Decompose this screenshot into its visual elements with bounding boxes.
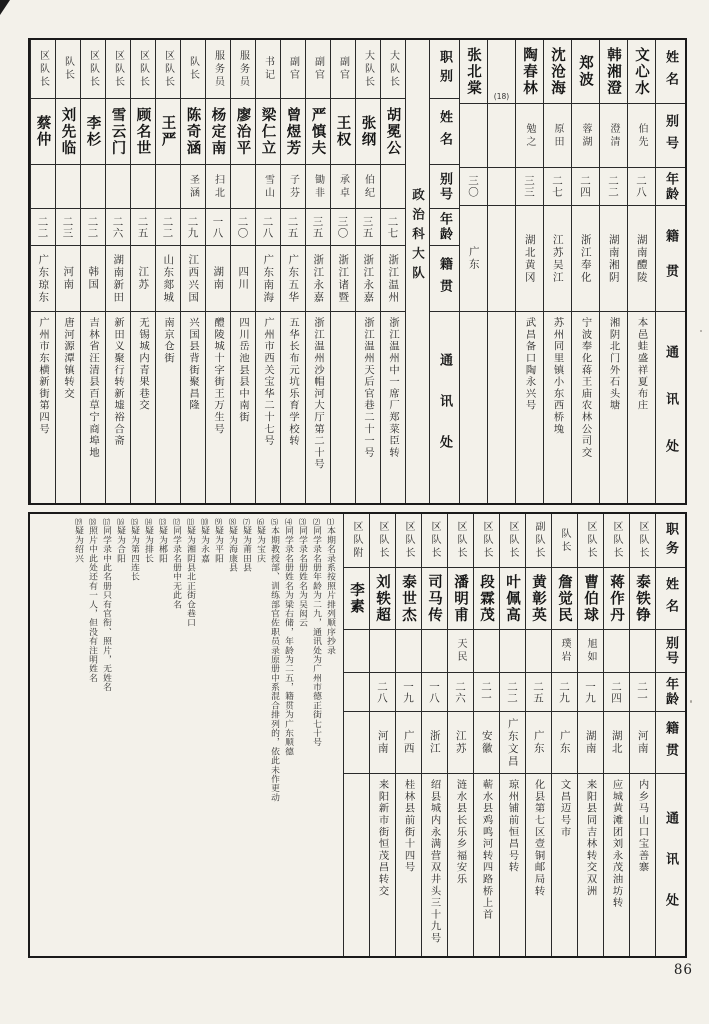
age-cell: 二五 <box>281 209 305 246</box>
name-cell: 王权 <box>331 99 355 165</box>
address-cell: 来阳县同吉林转交双洲 <box>584 779 597 897</box>
alias-cell <box>31 165 55 209</box>
origin-cell: 浙江永嘉 <box>356 246 380 312</box>
note-item: ⒄同学录中此名册只有官衔、照片，无姓名 <box>101 518 111 692</box>
address-cell <box>344 774 369 956</box>
rank-cell: 副官 <box>331 40 355 99</box>
name-cell: 廖治平 <box>231 99 255 165</box>
origin-cell: 广东琼东 <box>31 246 55 312</box>
name-cell: 严慎夫 <box>306 99 330 165</box>
name-cell: 潘明甫 <box>448 568 473 630</box>
address-cell: 广州市西关宝华二十七号 <box>262 317 275 447</box>
note-item: ⒅照片中此处还有一人，但没有注明姓名 <box>87 518 97 683</box>
age-cell: 一八 <box>206 209 230 246</box>
origin-cell: 湖南 <box>206 246 230 312</box>
age-cell: 二九 <box>552 673 577 712</box>
alias-cell <box>344 630 369 673</box>
alias-cell: 原田 <box>544 104 571 168</box>
origin-cell: 浙江永嘉 <box>306 246 330 312</box>
rank-cell: 区队长 <box>448 514 473 568</box>
rank-cell: 服务员 <box>206 40 230 99</box>
name-cell: 张纲 <box>356 99 380 165</box>
note-item: ⑽疑为永嘉 <box>199 518 209 563</box>
name-cell: 李素 <box>344 568 369 630</box>
header-alias: 别号 <box>656 630 685 673</box>
origin-cell: 江苏 <box>448 712 473 774</box>
rank-cell: 区队长 <box>370 514 395 568</box>
name-cell: 韩湘澄 <box>600 40 627 104</box>
note-item: ⑼疑为平阳 <box>213 518 223 563</box>
origin-cell: 山东郯城 <box>156 246 180 312</box>
address-cell: 浙江温州天后官巷二十一号 <box>362 317 375 459</box>
name-cell: 梁仁立 <box>256 99 280 165</box>
header-origin: 籍贯 <box>656 206 685 312</box>
roster-column <box>305 40 330 503</box>
age-cell: 三〇 <box>460 168 487 206</box>
rank-cell: 区队长 <box>31 40 55 99</box>
origin-cell: 广东五华 <box>281 246 305 312</box>
roster-column <box>603 514 629 956</box>
note-item: ⑶同学录名册姓名为吴闳云 <box>297 518 307 628</box>
roster-column <box>180 40 205 503</box>
origin-cell: 广西 <box>396 712 421 774</box>
alias-cell: 锄非 <box>306 165 330 209</box>
age-cell: 二一 <box>474 673 499 712</box>
header-origin: 籍贯 <box>656 712 685 774</box>
header-name: 姓名 <box>656 40 685 104</box>
roster-column <box>105 40 130 503</box>
rank-cell: 区队长 <box>578 514 603 568</box>
name-cell: 杨定南 <box>206 99 230 165</box>
alias-cell: 扫北 <box>206 165 230 209</box>
roster-column <box>343 514 369 956</box>
rank-cell: 区队长 <box>604 514 629 568</box>
alias-cell: 圣涵 <box>181 165 205 209</box>
header-name: 姓名 <box>430 99 459 165</box>
roster-column <box>577 514 603 956</box>
name-cell: 陈奇涵 <box>181 99 205 165</box>
name-cell: 泰铁铮 <box>630 568 655 630</box>
note-item: ⑷同学录名册姓名为梁右储，年龄为二五，籍贯为广东顺德 <box>283 518 293 756</box>
age-cell: 三五 <box>306 209 330 246</box>
age-cell: 二二 <box>31 209 55 246</box>
alias-cell <box>396 630 421 673</box>
roster-column <box>205 40 230 503</box>
note-item: ⑺疑为莆田县 <box>241 518 251 572</box>
age-cell <box>344 673 369 712</box>
note-item: ⑾疑为湘阴县北正街仓巷口 <box>185 518 195 628</box>
origin-cell: 四川 <box>231 246 255 312</box>
age-cell: 一九 <box>578 673 603 712</box>
address-cell: 蕲水县鸡鸣河转四路桥上首 <box>480 779 493 921</box>
rank-cell: 区队长 <box>630 514 655 568</box>
age-cell: 一九 <box>396 673 421 712</box>
rank-cell: 书记 <box>256 40 280 99</box>
origin-cell: 湖南湘阴 <box>600 206 627 312</box>
rank-cell: 服务员 <box>231 40 255 99</box>
roster-column <box>30 40 55 503</box>
note-item: ⑿同学录名册中无此名 <box>171 518 181 609</box>
note-item: ⒂疑为第四连长 <box>129 518 139 582</box>
name-cell: 刘先临 <box>56 99 80 165</box>
address-cell: 化县第七区壹铜邮局转 <box>532 779 545 897</box>
header-age: 年龄 <box>430 209 459 246</box>
roster-column <box>380 40 405 503</box>
note-item: ⑸本期教授部、训练部官佐职员录原册中系混合排列的，依此未作更动 <box>269 518 279 802</box>
roster-column <box>80 40 105 503</box>
roster-column <box>355 40 380 503</box>
age-cell: 二四 <box>604 673 629 712</box>
rank-cell: 区队长 <box>474 514 499 568</box>
alias-cell: 子芬 <box>281 165 305 209</box>
notes-flow <box>32 518 337 952</box>
alias-cell <box>81 165 105 209</box>
origin-cell: 江苏吴江 <box>544 206 571 312</box>
note-item: ⒆疑为绍兴 <box>73 518 83 563</box>
age-cell: 二七 <box>381 209 405 246</box>
age-cell <box>488 168 515 206</box>
note-item: ⑻疑为海康县 <box>227 518 237 572</box>
address-cell: 桂林县前街十四号 <box>402 779 415 874</box>
age-cell: 二八 <box>256 209 280 246</box>
alias-cell: 蓉湖 <box>572 104 599 168</box>
rank-cell: 大队长 <box>381 40 405 99</box>
note-item: ⒁疑为排长 <box>143 518 153 563</box>
alias-cell <box>370 630 395 673</box>
address-cell: 无锡城内青果巷交 <box>137 317 150 412</box>
note-item: ⒀疑为郴阳 <box>157 518 167 563</box>
address-cell: 广州市东横新街第四号 <box>37 317 50 435</box>
roster-column <box>499 514 525 956</box>
age-cell: 二三 <box>56 209 80 246</box>
header-address: 通讯处 <box>663 345 678 486</box>
note-item: ⑹疑为宝庆 <box>255 518 265 563</box>
note-item: ⑴本期名录系按照片排列顺序抄录 <box>325 518 335 655</box>
name-cell: 蔡仲 <box>31 99 55 165</box>
roster-column <box>330 40 355 503</box>
rank-cell: 队长 <box>552 514 577 568</box>
name-cell: 曾煜芳 <box>281 99 305 165</box>
address-cell: 武昌备口陶永兴号 <box>523 317 536 412</box>
name-cell: 王严 <box>156 99 180 165</box>
header-address: 通讯处 <box>437 353 452 476</box>
alias-cell <box>604 630 629 673</box>
origin-cell: 广东 <box>526 712 551 774</box>
header-origin: 籍贯 <box>430 246 459 312</box>
rank-cell: 大队长 <box>356 40 380 99</box>
roster-column <box>525 514 551 956</box>
address-cell: 湘阴北门外石头塘 <box>607 317 620 412</box>
name-cell: 张北棠 <box>460 40 487 104</box>
roster-column <box>543 40 571 503</box>
address-cell: 苏州同里镇小东西桥堍 <box>551 317 564 435</box>
top-right-header-column <box>655 40 685 503</box>
roster-column <box>130 40 155 503</box>
roster-column <box>599 40 627 503</box>
origin-cell: 湖北 <box>604 712 629 774</box>
origin-cell: 浙江诸暨 <box>331 246 355 312</box>
age-cell: 二二 <box>500 673 525 712</box>
address-cell: 五华长布元坑乐育学校转 <box>287 317 300 447</box>
paper-speck <box>700 330 702 332</box>
origin-cell: 韩国 <box>81 246 105 312</box>
address-cell: 文昌迈号市 <box>558 779 571 838</box>
bottom-roster-table <box>28 512 687 958</box>
header-age: 年龄 <box>656 673 685 712</box>
header-duty: 职务 <box>656 514 685 568</box>
bottom-header-column <box>655 514 685 956</box>
origin-cell <box>344 712 369 774</box>
rank-cell: 区队长 <box>422 514 447 568</box>
origin-cell: 河南 <box>370 712 395 774</box>
note-item: ⑵同学录名册年龄为二九，通讯处为广州市德正街七十号 <box>311 518 321 747</box>
name-cell: 胡冕公 <box>381 99 405 165</box>
name-cell: 黄彰英 <box>526 568 551 630</box>
address-cell: 来阳新市街恒茂昌转交 <box>376 779 389 897</box>
origin-cell: 广东 <box>552 712 577 774</box>
address-cell: 涟水县长乐乡福安乐 <box>454 779 467 886</box>
note-item: ⒃疑为合阳 <box>115 518 125 563</box>
alias-cell <box>56 165 80 209</box>
paper-speck <box>690 700 692 703</box>
alias-cell <box>131 165 155 209</box>
address-cell: 内乡马山口宝善寨 <box>636 779 649 874</box>
alias-cell <box>630 630 655 673</box>
rank-cell: 区队长 <box>131 40 155 99</box>
origin-cell: 江苏 <box>131 246 155 312</box>
roster-column <box>551 514 577 956</box>
alias-cell: 雪山 <box>256 165 280 209</box>
header-alias: 别号 <box>430 165 459 209</box>
alias-cell <box>500 630 525 673</box>
roster-column <box>447 514 473 956</box>
origin-cell: 浙江温州 <box>381 246 405 312</box>
roster-column <box>515 40 543 503</box>
section-label-column <box>405 40 429 503</box>
origin-cell: 广东文昌 <box>500 712 525 774</box>
roster-column <box>487 40 515 503</box>
address-cell: 绍县城内永满营双井头三十九号 <box>428 779 441 945</box>
alias-cell <box>460 104 487 168</box>
rank-cell: 区队长 <box>396 514 421 568</box>
address-cell: 宁波奉化蒋王庙农林公司交 <box>579 317 592 459</box>
address-cell: 四川岳池县县中南街 <box>237 317 250 424</box>
roster-column <box>421 514 447 956</box>
alias-cell <box>488 104 515 168</box>
age-cell: 二四 <box>572 168 599 206</box>
editorial-notes-block <box>30 514 343 956</box>
name-cell: 詹觉民 <box>552 568 577 630</box>
age-cell: 二二 <box>156 209 180 246</box>
age-cell: 二二 <box>600 168 627 206</box>
name-cell: 李杉 <box>81 99 105 165</box>
address-cell: 应城黄滩团刘永茂油坊转 <box>610 779 623 909</box>
name-cell: 曹伯球 <box>578 568 603 630</box>
origin-cell: 江西兴国 <box>181 246 205 312</box>
name-cell: 段霖茂 <box>474 568 499 630</box>
alias-cell: 澄清 <box>600 104 627 168</box>
name-cell: 叶佩高 <box>500 568 525 630</box>
origin-cell: 河南 <box>630 712 655 774</box>
header-rank: 职别 <box>430 40 459 99</box>
address-cell <box>331 312 355 503</box>
roster-column <box>55 40 80 503</box>
origin-cell: 广东 <box>460 206 487 312</box>
name-cell: 文心水 <box>628 40 655 104</box>
age-cell: 二六 <box>106 209 130 246</box>
age-cell: 二八 <box>370 673 395 712</box>
alias-cell: 伯纪 <box>356 165 380 209</box>
address-cell: 兴国县背街聚昌隆 <box>187 317 200 412</box>
address-cell: 浙江温州沙帽河大厅第二十号 <box>312 317 325 471</box>
name-cell: 雪云门 <box>106 99 130 165</box>
address-cell: 本邑蛙盛祥夏布庄 <box>635 317 648 412</box>
name-cell: 司马传 <box>422 568 447 630</box>
rank-cell: 区队附 <box>344 514 369 568</box>
origin-cell: 湖南新田 <box>106 246 130 312</box>
address-cell: 琼州铺前恒昌号转 <box>506 779 519 874</box>
name-cell: 顾名世 <box>131 99 155 165</box>
top-roster-table <box>28 38 687 505</box>
header-alias: 别号 <box>656 104 685 168</box>
alias-cell <box>422 630 447 673</box>
alias-cell <box>381 165 405 209</box>
origin-cell <box>488 206 515 312</box>
alias-cell <box>156 165 180 209</box>
origin-cell: 湖南醴陵 <box>628 206 655 312</box>
address-cell: 浙江温州中一席厂郑菜臣转 <box>387 317 400 459</box>
footnote-mark: (18) <box>493 92 510 101</box>
origin-cell: 河南 <box>56 246 80 312</box>
age-cell: 二六 <box>448 673 473 712</box>
roster-column <box>369 514 395 956</box>
roster-column <box>155 40 180 503</box>
origin-cell: 安徽 <box>474 712 499 774</box>
origin-cell: 浙江 <box>422 712 447 774</box>
age-cell: 三三 <box>516 168 543 206</box>
roster-column <box>395 514 421 956</box>
alias-cell: 勉之 <box>516 104 543 168</box>
roster-column <box>571 40 599 503</box>
top-left-header-column <box>429 40 459 503</box>
alias-cell: 天民 <box>448 630 473 673</box>
alias-cell: 伯先 <box>628 104 655 168</box>
origin-cell: 湖南 <box>578 712 603 774</box>
address-cell <box>460 312 487 503</box>
header-name: 姓名 <box>656 568 685 630</box>
alias-cell: 璞岩 <box>552 630 577 673</box>
age-cell: 一八 <box>422 673 447 712</box>
rank-cell: 副官 <box>281 40 305 99</box>
alias-cell <box>526 630 551 673</box>
name-cell: 郑波 <box>572 40 599 104</box>
age-cell: 三〇 <box>331 209 355 246</box>
name-cell: 刘轶超 <box>370 568 395 630</box>
page-number: 86 <box>673 962 693 978</box>
roster-column <box>230 40 255 503</box>
name-cell: 蒋作丹 <box>604 568 629 630</box>
roster-column <box>255 40 280 503</box>
header-address: 通讯处 <box>663 810 678 934</box>
name-cell <box>488 40 515 104</box>
alias-cell <box>231 165 255 209</box>
rank-cell: 队长 <box>181 40 205 99</box>
address-cell: 唐河源潭镇转交 <box>62 317 75 400</box>
origin-cell: 浙江奉化 <box>572 206 599 312</box>
age-cell: 三五 <box>356 209 380 246</box>
alias-cell: 承卓 <box>331 165 355 209</box>
rank-cell: 区队长 <box>500 514 525 568</box>
address-cell: 吉林省汪清县百草宁商埠地 <box>87 317 100 459</box>
rank-cell: 区队长 <box>106 40 130 99</box>
scan-corner-artifact <box>0 0 10 15</box>
alias-cell <box>474 630 499 673</box>
alias-cell: 旭如 <box>578 630 603 673</box>
section-label: 政治科大队 <box>410 187 426 286</box>
alias-cell <box>106 165 130 209</box>
rank-cell: 区队长 <box>81 40 105 99</box>
age-cell: 二九 <box>181 209 205 246</box>
age-cell: 二五 <box>131 209 155 246</box>
age-cell: 二〇 <box>231 209 255 246</box>
header-age: 年龄 <box>656 168 685 206</box>
address-cell: 新田义聚行转新墟裕合斋 <box>112 317 125 447</box>
name-cell: 沈沧海 <box>544 40 571 104</box>
age-cell: 二五 <box>526 673 551 712</box>
rank-cell: 区队长 <box>156 40 180 99</box>
name-cell: 陶春林 <box>516 40 543 104</box>
address-cell: 南京仓街 <box>162 317 175 365</box>
age-cell: 二七 <box>544 168 571 206</box>
rank-cell: 队长 <box>56 40 80 99</box>
roster-column <box>627 40 655 503</box>
roster-column <box>473 514 499 956</box>
age-cell: 二八 <box>628 168 655 206</box>
origin-cell: 湖北黄冈 <box>516 206 543 312</box>
address-cell: 醴陵城十字街王万生号 <box>212 317 225 435</box>
roster-column <box>459 40 487 503</box>
rank-cell: 副官 <box>306 40 330 99</box>
roster-column <box>629 514 655 956</box>
name-cell: 泰世杰 <box>396 568 421 630</box>
roster-column <box>280 40 305 503</box>
age-cell: 二二 <box>81 209 105 246</box>
origin-cell: 广东南海 <box>256 246 280 312</box>
rank-cell: 副队长 <box>526 514 551 568</box>
address-cell <box>488 312 515 503</box>
age-cell: 二一 <box>630 673 655 712</box>
